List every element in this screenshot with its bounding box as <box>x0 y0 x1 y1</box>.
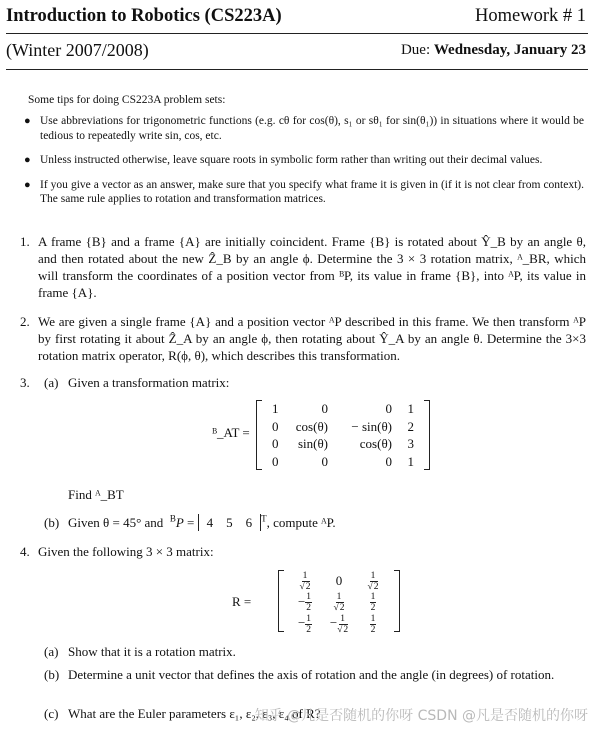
tip-text: Use abbreviations for trigonometric functions (e.g. cθ for cos(θ), s₁ or sθ₁ for sin(θ₁)) in situations where it would be tedious to repeatedly write sin, cos, etc. <box>40 115 584 142</box>
matrix-cell: 0 <box>272 418 279 434</box>
matrix-cell: 1 <box>407 401 414 416</box>
tip-text: If you give a vector as an answer, make sure that you specify what frame it is given in (if it is not clear from context). The same rule applies to rotation and transformation matrices. <box>40 178 584 205</box>
problem-3b-text: Given θ = 45° and $^B$P = 4 5 6 $^T$, compute ᴬP. <box>68 513 336 530</box>
matrix-cell: $\frac{1}{2}$ <box>370 613 376 635</box>
problem-1 <box>20 233 586 301</box>
matrix-lhs: ᴮ_AT = <box>212 425 250 440</box>
matrix-grid <box>266 400 420 470</box>
matrix-cell: cos(θ) <box>295 418 328 434</box>
problem-4c-label: (c) <box>44 706 59 721</box>
matrix-r-lhs: R = <box>232 594 252 609</box>
problem-2 <box>20 313 586 364</box>
problem-text: A frame {B} and a frame {A} are initially coincident. Frame {B} is rotated about Ŷ_B by an angle θ, and then rotated about the new Ẑ_B by an angle ϕ. Determine the 3 × 3 rotation matrix, ᴬ_BR, which will transform the coordinates of a position vector from ᴮP, its value in frame {B}, into ᴬP, its value in frame {A}. <box>38 234 586 300</box>
problem-3a-text: Given a transformation matrix: <box>68 375 230 390</box>
header-rule-top <box>6 33 588 34</box>
matrix-cell: 2 <box>407 418 414 434</box>
matrix-cell: − sin(θ) <box>351 418 392 434</box>
tips-list <box>22 114 584 217</box>
course-title: Introduction to Robotics (CS223A) <box>6 6 282 26</box>
matrix-cell: $\frac{1}{√2}$ <box>299 570 311 592</box>
problem-4b-label: (b) <box>44 667 60 682</box>
problem-4a-text: Show that it is a rotation matrix. <box>68 644 236 659</box>
problem-3a-find: Find ᴬ_BT <box>68 487 124 502</box>
problem-4-intro: Given the following 3 × 3 matrix: <box>38 544 214 559</box>
problem-3b-vector <box>198 514 262 531</box>
tip-text: Unless instructed otherwise, leave square roots in symbolic form rather than writing out their decimal values. <box>40 154 543 166</box>
problem-4b-text: Determine a unit vector that defines the axis of rotation and the angle (in degrees) of rotation. <box>68 667 555 682</box>
matrix-cell: 1 <box>272 401 279 416</box>
bullet-icon: ● <box>24 178 31 191</box>
matrix-cell: 0 <box>385 401 392 416</box>
header-rule-bottom <box>6 69 588 70</box>
matrix-cell: sin(θ) <box>297 436 328 451</box>
tip-item <box>22 153 584 168</box>
bracket-right <box>394 570 400 632</box>
homework-number: Homework # 1 <box>475 6 586 26</box>
matrix-cell: 0 <box>272 453 279 469</box>
problem-3b-label: (b) <box>44 515 60 530</box>
tip-item <box>22 114 584 143</box>
matrix-cell: $\frac{1}{2}$ <box>370 592 376 614</box>
problem-3b-vector-lhs: $^B$P = <box>169 513 198 530</box>
matrix-grid <box>288 570 390 635</box>
bullet-icon: ● <box>24 154 31 166</box>
matrix-cell: cos(θ) <box>359 436 392 451</box>
bracket-left <box>278 570 284 632</box>
problem-text: We are given a single frame {A} and a position vector ᴬP described in this frame. We then transform ᴬP by first rotating it about Ẑ_A by an angle ϕ, then rotating about Ŷ_A by an angle θ. Determine the 3×3 rotation matrix operator, R(ϕ, θ), which describes this transformation. <box>38 314 586 363</box>
matrix-cell: − $\frac{1}{2}$ <box>297 592 312 614</box>
matrix-cell: 0 <box>272 436 279 451</box>
rotation-matrix <box>278 570 400 635</box>
matrix-cell: 0 <box>321 453 328 469</box>
vector-entry: 4 <box>206 515 214 530</box>
bracket-left <box>256 400 262 470</box>
due-date: Wednesday, January 23 <box>433 42 586 58</box>
problem-4-number: 4. <box>20 544 30 559</box>
matrix-cell: $\frac{1}{√2}$ <box>367 570 379 592</box>
problem-3b-text-2: , compute ᴬP. <box>266 515 336 530</box>
vector-entry: 6 <box>245 515 253 530</box>
matrix-cell: − $\frac{1}{√2}$ <box>329 613 349 635</box>
term-label: (Winter 2007/2008) <box>6 40 149 60</box>
tips-intro: Some tips for doing CS223A problem sets: <box>28 94 226 106</box>
matrix-cell: 0 <box>335 572 343 588</box>
bracket-right <box>424 400 430 470</box>
problem-3b-text-1: Given θ = 45° and <box>68 515 164 530</box>
due-line <box>401 42 586 59</box>
due-label: Due: <box>400 42 431 58</box>
matrix-cell: 0 <box>385 453 392 469</box>
problem-4a-label: (a) <box>44 644 59 659</box>
watermark: 知乎 @凡是否随机的你呀 CSDN @凡是否随机的你呀 <box>254 708 588 724</box>
matrix-cell: 1 <box>407 453 414 469</box>
problem-3-number: 3. <box>20 375 30 390</box>
problem-3a-label: (a) <box>44 375 59 390</box>
problem-4c-text: What are the Euler parameters ε₁, ε₂, ε₃, ε₄ of R? <box>68 706 321 721</box>
vector-entry: 5 <box>226 515 233 530</box>
bullet-icon: ● <box>24 115 31 127</box>
transformation-matrix <box>256 400 430 470</box>
matrix-cell: 0 <box>321 401 328 416</box>
matrix-cell: − $\frac{1}{2}$ <box>297 613 312 635</box>
tip-item <box>22 178 584 207</box>
matrix-cell: $\frac{1}{√2}$ <box>333 592 345 614</box>
problem-number: 2. <box>20 314 30 329</box>
problem-number: 1. <box>20 234 30 249</box>
matrix-cell: 3 <box>407 436 414 451</box>
